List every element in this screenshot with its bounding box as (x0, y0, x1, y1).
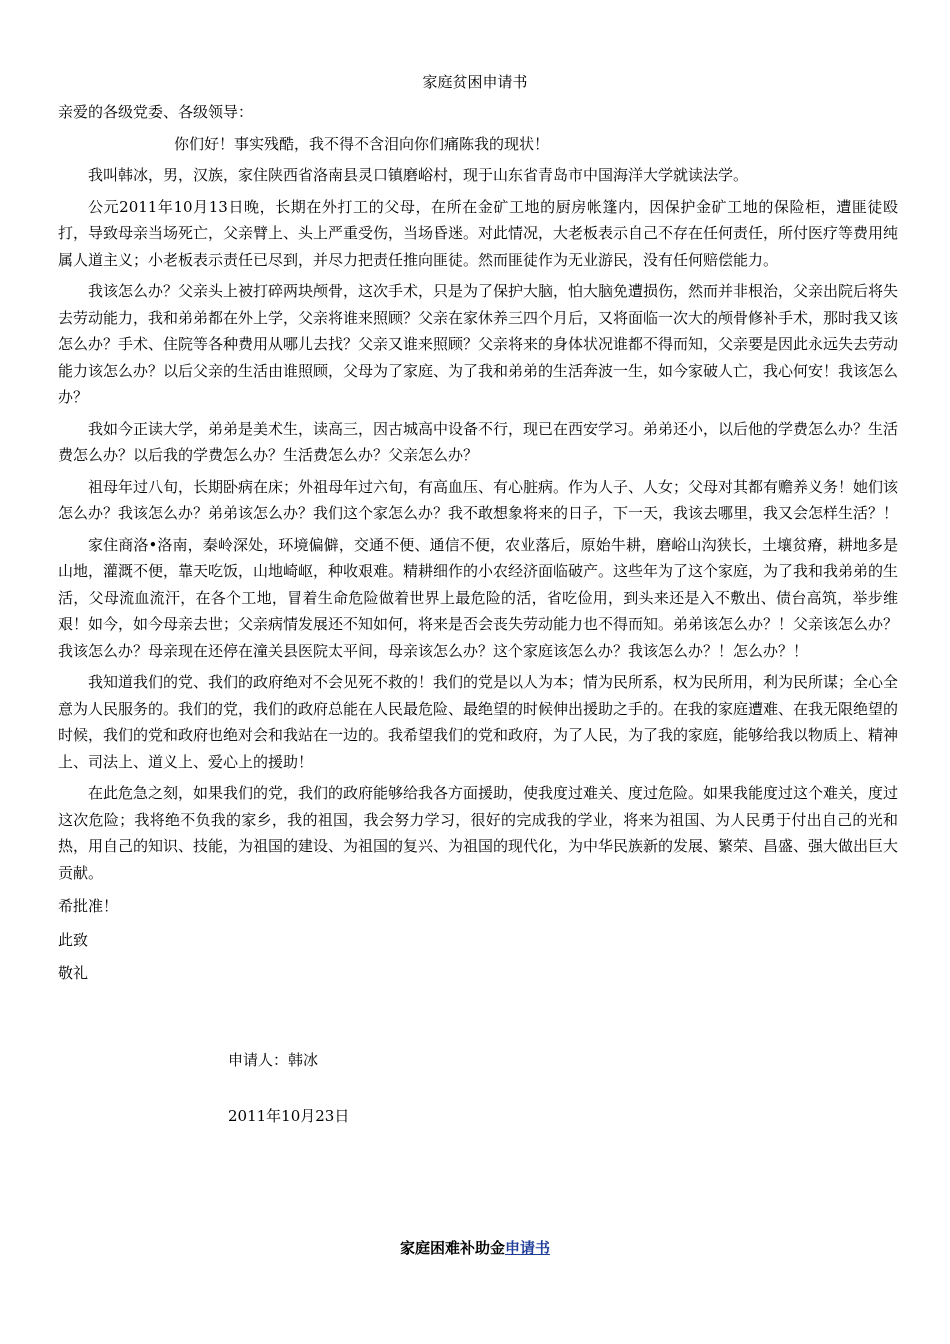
signature: 申请人：韩冰 (228, 1051, 319, 1069)
footer-title (0, 1236, 950, 1260)
closing-request: 希批准！ (58, 897, 119, 915)
paragraph-6: 家住商洛•洛南，秦岭深处，环境偏僻，交通不便、通信不便，农业落后，原始牛耕，磨峪山沟狭长，土壤贫瘠，耕地多是山地，灌溉不便，靠天吃饭，山地崎岖，种收艰难。精耕细作的小农经济面临破产。这些年为了这个家庭，为了我和我弟弟的生活，父母流血流汗，在各个工地，冒着生命危险做着世界上最危险的活，省吃俭用，到头来还是入不敷出、债台高筑，举步维艰！如今，如今母亲去世；父亲病情发展还不知如何，将来是否会丧失劳动能力也不得而知。弟弟该怎么办？！父亲该怎么办？我该怎么办？母亲现在还停在潼关县医院太平间，母亲该怎么办？这个家庭该怎么办？我该怎么办？！怎么办？！ (58, 535, 899, 660)
closing-jingli: 敬礼 (58, 964, 89, 982)
paragraph-3: 我该怎么办？父亲头上被打碎两块颅骨，这次手术，只是为了保护大脑，怕大脑免遭损伤，然而并非根治，父亲出院后将失去劳动能力，我和弟弟都在外上学，父亲将谁来照顾？父亲在家休养三四个月后，又将面临一次大的颅骨修补手术，那时我又该怎么办？手术、住院等各种费用从哪儿去找？父亲又谁来照顾？父亲将来的身体状况谁都不得而知，父亲要是因此永远失去劳动能力该怎么办？以后父亲的生活由谁照顾，父母为了家庭、为了我和弟弟的生活奔波一生，如今家破人亡，我心何安！我该怎么办？ (58, 282, 899, 406)
salutation: 亲爱的各级党委、各级领导： (58, 103, 254, 121)
paragraph-4: 我如今正读大学，弟弟是美术生，读高三，因古城高中设备不行，现已在西安学习。弟弟还小，以后他的学费怎么办？生活费怎么办？以后我的学费怎么办？生活费怎么办？父亲怎么办？ (58, 419, 899, 464)
greeting-line: 你们好！事实残酷，我不得不含泪向你们痛陈我的现状！ (174, 134, 550, 153)
paragraph-7: 我知道我们的党、我们的政府绝对不会见死不救的！我们的党是以人为本；情为民所系，权为民所用，利为民所谋；全心全意为人民服务的。我们的党，我们的政府总能在人民最危险、最绝望的时候伸出援助之手的。在我的家庭遭难、在我无限绝望的时候，我们的党和政府也绝对会和我站在一边的。我希望我们的党和政府，为了人民，为了我的家庭，能够给我以物质上、精神上、司法上、道义上、爱心上的援助！ (58, 673, 899, 771)
paragraph-1: 我叫韩冰，男，汉族，家住陕西省洛南县灵口镇磨峪村，现于山东省青岛市中国海洋大学就读法学。 (88, 166, 749, 184)
paragraph-5: 祖母年过八旬，长期卧病在床；外祖母年过六旬，有高血压、有心脏病。作为人子、人女；父母对其都有赡养义务！她们该怎么办？我该怎么办？弟弟该怎么办？我们这个家怎么办？我不敢想象将来的日子，下一天，我该去哪里，我又会怎样生活？！ (58, 477, 899, 522)
footer-title-link[interactable]: 申请书 (505, 1239, 551, 1257)
document-body (58, 99, 898, 987)
document-title: 家庭贫困申请书 (422, 73, 528, 91)
footer-title-text: 家庭困难补助金 (399, 1239, 505, 1257)
closing-cizhi: 此致 (58, 930, 89, 949)
paragraph-8: 在此危急之刻，如果我们的党，我们的政府能够给我各方面援助，使我度过难关、度过危险。如果我能度过这个难关，度过这次危险；我将绝不负我的家乡，我的祖国，我会努力学习，很好的完成我的学业，将来为祖国、为人民勇于付出自己的光和热，用自己的知识、技能，为祖国的建设、为祖国的复兴、为祖国的现代化，为中华民族新的发展、繁荣、昌盛、强大做出巨大贡献。 (58, 784, 899, 882)
paragraph-2: 公元2011年10月13日晚，长期在外打工的父母，在所在金矿工地的厨房帐篷内，因保护金矿工地的保险柜，遭匪徒殴打，导致母亲当场死亡，父亲臂上、头上严重受伤，当场昏迷。对此情况，大老板表示自己不存在任何责任，所付医疗等费用纯属人道主义；小老板表示责任已尽到，并尽力把责任推向匪徒。然而匪徒作为无业游民，没有任何赔偿能力。 (58, 197, 899, 269)
signature-date: 2011年10月23日 (228, 1107, 350, 1125)
